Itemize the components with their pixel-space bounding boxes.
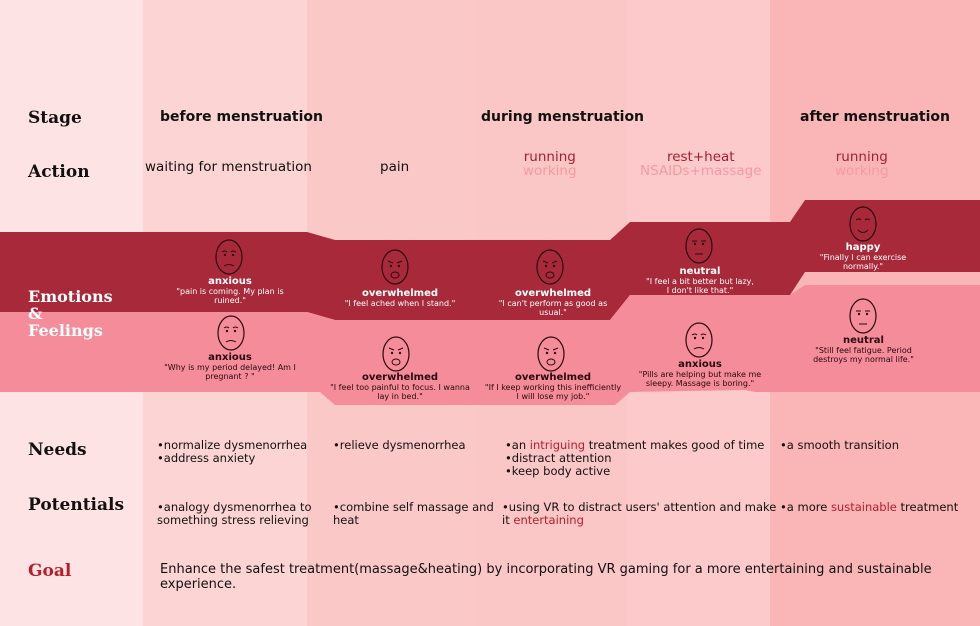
emotion-quote: "I feel too painful to focus. I wanna lay in bed." [330,383,470,401]
emotion-upper-3 [488,288,618,317]
emotion-quote: "I can't perform as good as usual." [498,299,608,317]
emotion-quote: "I feel ached when I stand." [344,299,456,308]
emotion-name: neutral [843,335,884,346]
emotion-name: anxious [678,359,722,370]
text-span: •an [505,438,530,452]
row-label-action: Action [28,162,90,182]
emotion-quote: "I feel a bit better but lazy, I don't like that." [646,277,754,295]
face-overwhelmed-icon [380,248,410,286]
list-item: •keep body active [505,464,611,478]
row-label-emotions [28,288,113,339]
emotion-quote: "Pills are helping but make me sleepy. Massage is boring." [638,370,762,388]
face-anxious-icon [216,314,246,352]
needs-pain [333,439,466,452]
emotion-name: anxious [208,276,252,287]
needs-during [505,439,764,478]
needs-before [157,439,307,465]
action-working-after: working [835,163,889,179]
action-running: running [523,149,576,165]
emotion-upper-2 [330,288,470,308]
action-group-during-2 [640,150,762,178]
stage-after: after menstruation [800,109,950,125]
list-item: •relieve dysmenorrhea [333,438,466,452]
potentials-during [502,501,776,527]
action-running-after: running [835,149,888,165]
emotion-upper-1 [160,276,300,305]
action-waiting: waiting for menstruation [145,159,312,175]
goal-text: Enhance the safest treatment(massage&heating) by incorporating VR gaming for a more entertaining and sustainable experience. [160,562,932,592]
emotions-label-line1: Emotions [28,287,113,306]
emotion-name: anxious [208,352,252,363]
text-span: it [502,513,514,527]
face-happy-icon [848,205,878,243]
highlight-text: intriguing [529,438,586,452]
emotion-quote: "If I keep working this inefficiently I will lose my job." [484,383,622,401]
list-item: •a smooth transition [780,438,899,452]
list-item [502,514,776,527]
emotions-label-line3: Feelings [28,321,103,340]
row-label-potentials: Potentials [28,495,125,515]
emotion-lower-1 [160,352,300,381]
action-rest-heat: rest+heat [666,149,735,165]
emotion-upper-4 [645,266,755,295]
highlight-text: entertaining [513,513,584,527]
list-item [780,501,958,514]
action-group-after [835,150,889,178]
emotion-lower-4 [636,359,764,388]
potentials-pain [333,501,494,527]
face-overwhelmed-icon [535,248,565,286]
emotion-name: happy [845,242,881,253]
emotions-label-line2: & [28,304,43,323]
list-item: •analogy dysmenorrhea to [157,500,312,514]
row-label-stage: Stage [28,108,82,128]
emotion-lower-3 [483,372,623,401]
row-label-goal: Goal [28,561,72,581]
list-item: •distract attention [505,451,612,465]
needs-after [780,439,899,452]
action-group-during-1 [523,150,577,178]
face-overwhelmed-icon [536,335,566,373]
emotion-lower-5 [806,335,921,364]
row-label-needs: Needs [28,440,87,460]
highlight-text: sustainable [830,500,897,514]
text-span: •a more [780,500,831,514]
emotion-quote: "Finally I can exercise normally." [819,253,907,271]
list-item: •using VR to distract users' attention and make [502,500,777,514]
action-pain: pain [380,159,410,175]
text-span: treatment [896,500,959,514]
action-working: working [523,163,577,179]
face-overwhelmed-icon [381,335,411,373]
list-item: •combine self massage and [333,500,494,514]
emotion-name: overwhelmed [514,288,592,299]
emotion-quote: "pain is coming. My plan is ruined." [176,287,284,305]
emotion-lower-2 [330,372,470,401]
text-span: treatment makes good of time [585,438,765,452]
face-anxious-icon [684,321,714,359]
stage-before: before menstruation [160,109,323,125]
potentials-before [157,501,312,527]
list-item: •normalize dysmenorrhea [157,438,308,452]
face-neutral-icon [684,227,714,265]
emotion-name: overwhelmed [361,288,439,299]
face-neutral-icon [848,297,878,335]
face-anxious-icon [214,238,244,276]
list-item: heat [333,513,359,527]
action-nsaids-massage: NSAIDs+massage [640,163,762,179]
stage-during: during menstruation [481,109,645,125]
emotion-quote: "Still feel fatigue. Period destroys my normal life." [813,346,914,364]
emotion-name: overwhelmed [514,372,592,383]
potentials-after [780,501,958,514]
emotion-upper-5 [808,242,918,271]
emotion-name: overwhelmed [361,372,439,383]
emotion-quote: "Why is my period delayed! Am I pregnant ? " [164,363,296,381]
list-item: something stress relieving [157,513,309,527]
list-item: •address anxiety [157,451,256,465]
emotion-name: neutral [679,266,721,277]
